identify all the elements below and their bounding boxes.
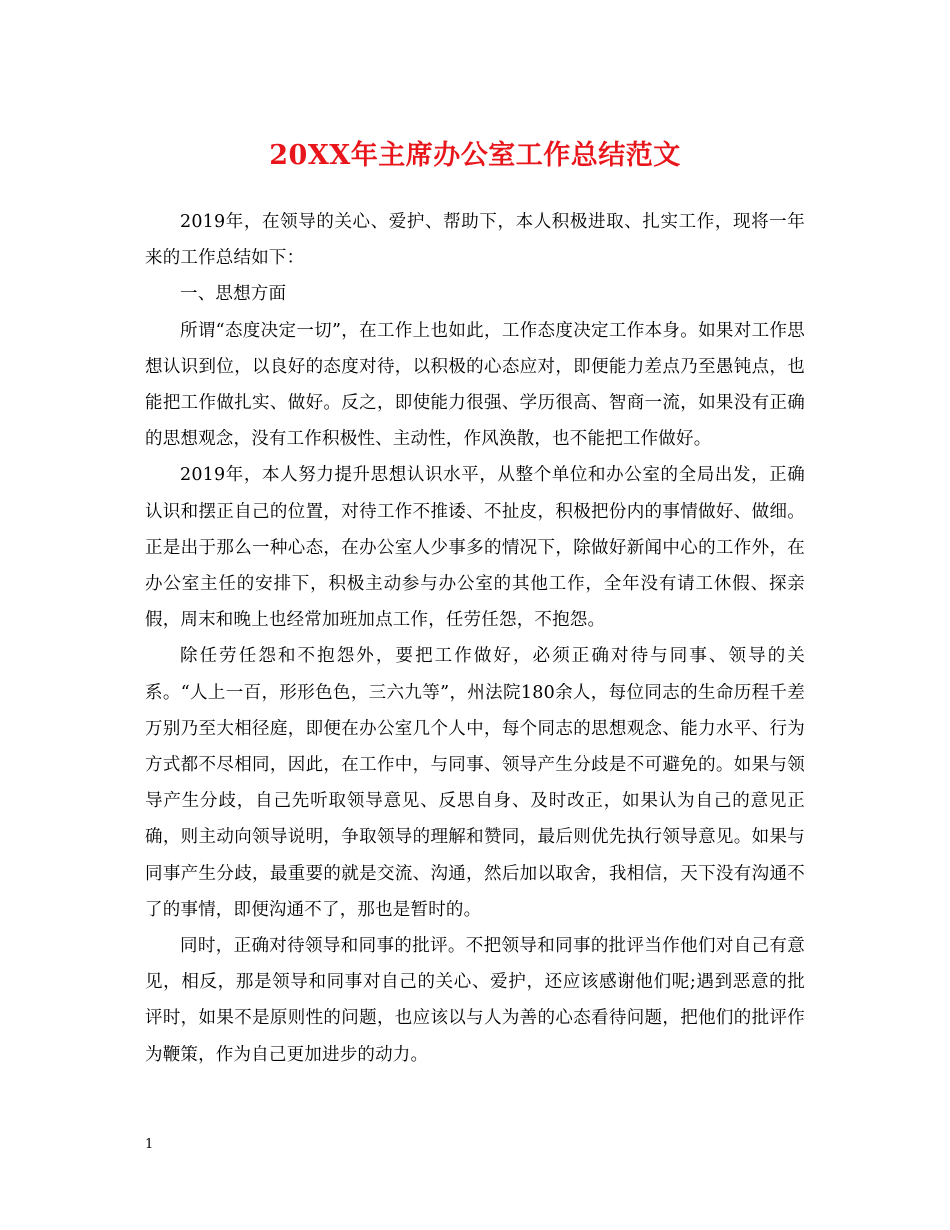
paragraph-intro: 2019年，在领导的关心、爱护、帮助下，本人积极进取、扎实工作，现将一年来的工作总结如下： xyxy=(145,212,805,269)
paragraph-criticism: 同时，正确对待领导和同事的批评。不把领导和同事的批评当作他们对自己有意见，相反，那是领导和同事对自己的关心、爱护，还应该感谢他们呢;遇到恶意的批评时，如果不是原则性的问题，也应该以与人为善的心态看待问题，把他们的批评作为鞭策，作为自己更加进步的动力。 xyxy=(145,936,805,1065)
document-body xyxy=(145,204,805,1073)
paragraph-attitude: 所谓“态度决定一切”，在工作上也如此，工作态度决定工作本身。如果对工作思想认识到位，以良好的态度对待，以积极的心态应对，即便能力差点乃至愚钝点，也能把工作做扎实、做好。反之，即使能力很强、学历很高、智商一流，如果没有正确的思想观念，没有工作积极性、主动性，作风涣散，也不能把工作做好。 xyxy=(145,320,805,450)
paragraph-relations: 除任劳任怨和不抱怨外，要把工作做好，必须正确对待与同事、领导的关系。“人上一百，形形色色，三六九等”，州法院180余人，每位同志的生命历程千差万别乃至大相径庭，即便在办公室几个人中，每个同志的思想观念、能力水平、行为方式都不尽相同，因此，在工作中，与同事、领导产生分歧是不可避免的。如果与领导产生分歧，自己先听取领导意见、反思自身、及时改正，如果认为自己的意见正确，则主动向领导说明，争取领导的理解和赞同，最后则优先执行领导意见。如果与同事产生分歧，最重要的就是交流、沟通，然后加以取舍，我相信，天下没有沟通不了的事情，即便沟通不了，那也是暂时的。 xyxy=(145,646,805,920)
paragraph-2019-effort: 2019年，本人努力提升思想认识水平，从整个单位和办公室的全局出发，正确认识和摆正自己的位置，对待工作不推诿、不扯皮，积极把份内的事情做好、做细。正是出于那么一种心态，在办公室人少事多的情况下，除做好新闻中心的工作外，在办公室主任的安排下，积极主动参与办公室的其他工作，全年没有请工休假、探亲假，周末和晚上也经常加班加点工作，任劳任怨，不抱怨。 xyxy=(145,465,805,631)
document-title: 20XX年主席办公室工作总结范文 xyxy=(269,140,681,171)
section-heading: 一、思想方面 xyxy=(180,284,287,305)
page-number: 1 xyxy=(145,1137,154,1152)
